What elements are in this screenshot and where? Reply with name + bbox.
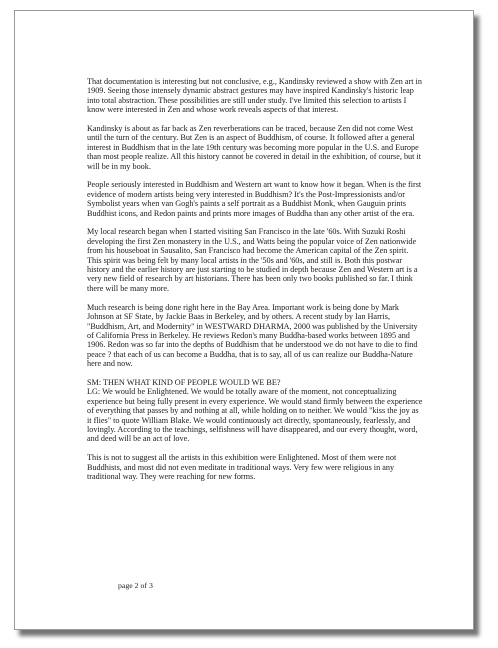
page-number: page 2 of 3 (118, 581, 153, 590)
paragraph-buddhism-origins: People seriously interested in Buddhism and Western art want to know how it began. When is the first evidence of modern artists being very interested in Buddhism? It's the Post-Impressionists and/or Symbolist years when van Gogh's paints a self portrait as a Buddhist Monk, when Gauguin prints Buddhist icons, and Redon paints and prints more images of Buddha than any other artist of the era. (87, 180, 422, 218)
interview-answer: LG: We would be Enlightened. We would be totally aware of the moment, not conceptualizing experience but being fully present in every experience. We would stand firmly between the experience of everything that passes by and nothing at all, while holding on to neither. We would "kiss the joy as it flies" to quote William Blake. We would continuously act directly, spontaneously, fearlessly, and lovingly. According to the teachings, selfishness will have disappeared, and our every thought, word, and deed will be an act of love. (87, 387, 423, 444)
paragraph-local-research: My local research began when I started visiting San Francisco in the late '60s. With Suzuki Roshi developing the first Zen monastery in the U.S., and Watts being the popular voice of Zen nationwide from his houseboat in Sausalito, San Francisco had become the American capital of the Zen spirit. This spirit was being felt by many local artists in the '50s and '60s, and still is. Both this postwar history and the earlier history are just starting to be studied in depth because Zen and Western art is a very new field of research by art historians. There has been only two books published so far. I think there will be many more. (87, 227, 418, 293)
interview-question: SM: THEN WHAT KIND OF PEOPLE WOULD WE BE? (87, 377, 281, 387)
paragraph-kandinsky-documentation: That documentation is interesting but not conclusive, e.g., Kandinsky reviewed a show with Zen art in 1909. Seeing those intensely dynamic abstract gestures may have inspired Kandinsky's historic leap into total abstraction. These possibilities are still under study. I've limited this selection to artists I know were interested in Zen and whose work reveals aspects of that interest. (87, 77, 422, 115)
document-page (14, 10, 474, 630)
paragraph-bay-area-research: Much research is being done right here in the Bay Area. Important work is being done by Mark Johnson at SF State, by Jackie Baas in Berkeley, and by others. A recent study by Ian Harris, "Buddhism, Art, and Modernity" in WESTWARD DHARMA, 2000 was published by the University of California Press in Berkeley. He reviews Redon's many Buddha-based works between 1895 and 1906. Redon was so far into the depths of Buddhism that he understood we do not have to die to find peace ? that each of us can become a Buddha, that is to say, all of us can realize our Buddha-Nature here and now. (87, 302, 418, 369)
interview-exchange (87, 378, 423, 444)
document-body (87, 77, 423, 491)
paragraph-closing: This is not to suggest all the artists in this exhibition were Enlightened. Most of them were not Buddhists, and most did not even meditate in traditional ways. Very few were religious in any traditional way. They were reaching for new forms. (87, 453, 397, 481)
paragraph-zen-history: Kandinsky is about as far back as Zen reverberations can be traced, because Zen did not come West until the turn of the century. But Zen is an aspect of Buddhism, of course. It followed after a general interest in Buddhism that in the late 19th century was becoming more popular in the U.S. and Europe than most people realize. All this history cannot be covered in detail in the exhibition, of course, but it will be in my book. (87, 124, 422, 171)
